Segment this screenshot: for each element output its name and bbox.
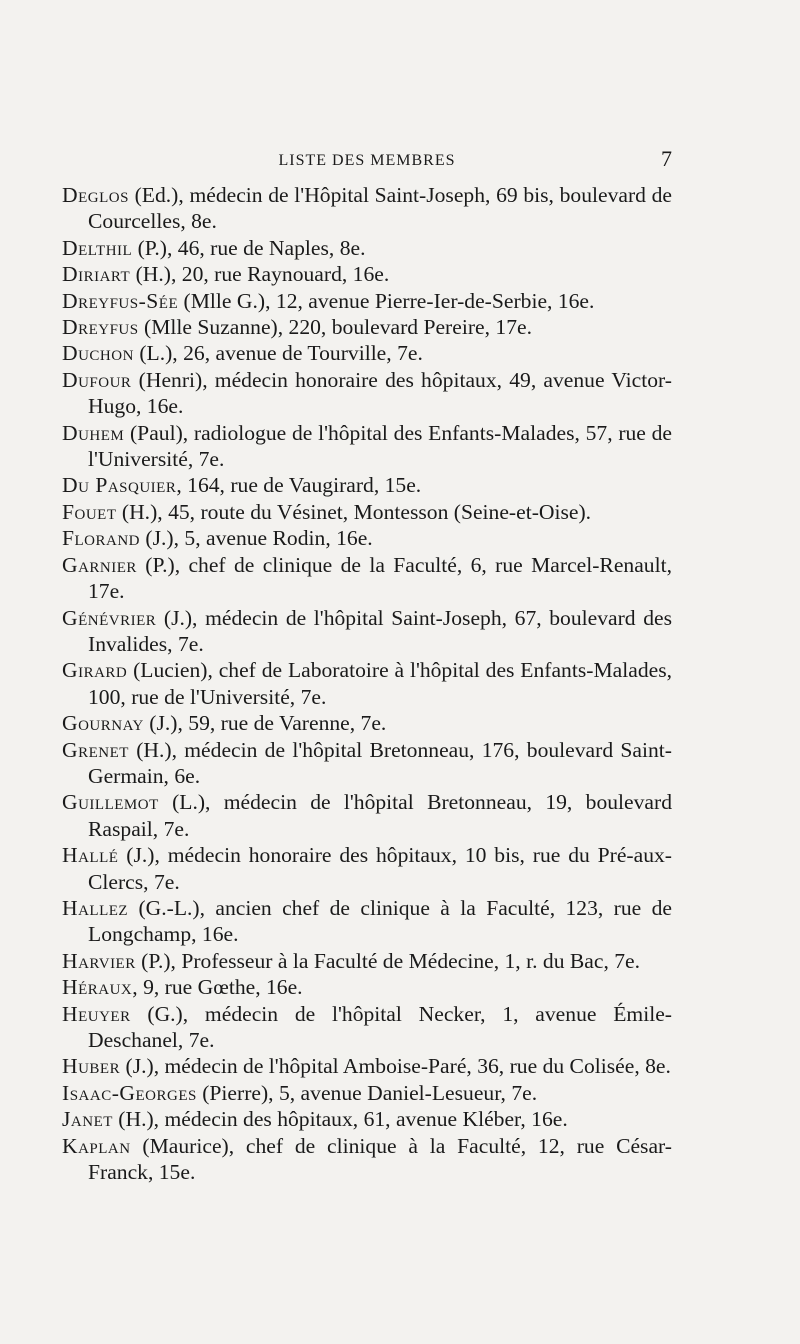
member-name: Hallé	[62, 843, 119, 868]
member-name: Heuyer	[62, 1001, 131, 1026]
member-entry	[62, 340, 672, 366]
member-name: Grenet	[62, 737, 129, 762]
member-details: (H.), médecin de l'hôpital Bretonneau, 176, boulevard Saint-Germain, 6e.	[88, 737, 672, 788]
member-details: (Paul), radiologue de l'hôpital des Enfants-Malades, 57, rue de l'Université, 7e.	[88, 420, 672, 472]
member-name: Guillemot	[62, 790, 159, 815]
member-details: (P.), 46, rue de Naples, 8e.	[132, 235, 366, 260]
member-name: Dreyfus	[62, 315, 139, 340]
member-details: (J.), médecin de l'hôpital Amboise-Paré, 36, rue du Colisée, 8e.	[120, 1054, 671, 1079]
member-entry	[62, 499, 672, 525]
running-title: LISTE DES MEMBRES	[278, 152, 456, 169]
member-name: Duchon	[62, 341, 134, 366]
member-name: Duhem	[62, 420, 125, 445]
member-details: (J.), 59, rue de Varenne, 7e.	[143, 711, 387, 736]
member-details: (L.), médecin de l'hôpital Bretonneau, 19, boulevard Raspail, 7e.	[88, 790, 672, 841]
member-entry	[62, 1053, 672, 1079]
member-details: (H.), 45, route du Vésinet, Montesson (Seine-et-Oise).	[116, 499, 592, 524]
member-details: (G.), médecin de l'hôpital Necker, 1, avenue Émile-Deschanel, 7e.	[88, 1001, 672, 1052]
member-name: Deglos	[62, 183, 129, 207]
member-entry	[62, 974, 672, 1000]
member-details: (H.), 20, rue Raynouard, 16e.	[130, 262, 390, 287]
member-details: (G.-L.), ancien chef de clinique à la Faculté, 123, rue de Longchamp, 16e.	[88, 895, 672, 947]
member-name: Fouet	[62, 499, 117, 524]
member-name: Kaplan	[62, 1133, 131, 1158]
member-details: (Henri), médecin honoraire des hôpitaux, 49, avenue Victor-Hugo, 16e.	[88, 367, 672, 419]
member-name: Génévrier	[62, 605, 157, 630]
page-header	[62, 146, 672, 176]
member-details: (Lucien), chef de Laboratoire à l'hôpital des Enfants-Malades, 100, rue de l'Université, 7e.	[88, 658, 672, 709]
member-details: (Pierre), 5, avenue Daniel-Lesueur, 7e.	[196, 1080, 538, 1105]
member-details: (J.), 5, avenue Rodin, 16e.	[140, 526, 373, 551]
member-details: (Maurice), chef de clinique à la Faculté, 12, rue César-Franck, 15e.	[88, 1133, 672, 1185]
member-entry	[62, 1080, 672, 1106]
member-name: Garnier	[62, 552, 137, 577]
member-entry	[62, 895, 672, 948]
member-entry	[62, 948, 672, 974]
member-name: Harvier	[62, 948, 136, 973]
member-name: Isaac-Georges	[62, 1080, 197, 1105]
member-details: (J.), médecin de l'hôpital Saint-Joseph, 67, boulevard des Invalides, 7e.	[88, 605, 672, 656]
member-entry	[62, 525, 672, 551]
member-entry	[62, 1133, 672, 1186]
member-entry	[62, 737, 672, 790]
member-details: , 9, rue Gœthe, 16e.	[132, 975, 303, 1000]
member-details: (J.), médecin honoraire des hôpitaux, 10 bis, rue du Pré-aux-Clercs, 7e.	[88, 843, 672, 894]
member-details: (Mlle G.), 12, avenue Pierre-Ier-de-Serbie, 16e.	[178, 288, 595, 313]
member-name: Florand	[62, 526, 141, 551]
member-name: Dufour	[62, 367, 132, 392]
member-name: Janet	[62, 1107, 113, 1132]
member-entry	[62, 261, 672, 287]
member-name: Héraux	[62, 975, 133, 1000]
member-entry	[62, 182, 672, 235]
member-entry	[62, 657, 672, 710]
member-name: Huber	[62, 1054, 121, 1079]
member-details: (Ed.), médecin de l'Hôpital Saint-Joseph, 69 bis, boulevard de Courcelles, 8e.	[88, 183, 672, 234]
member-entry	[62, 1001, 672, 1054]
member-entry	[62, 842, 672, 895]
member-entry	[62, 420, 672, 473]
member-name: Diriart	[62, 262, 131, 287]
member-name: Dreyfus-Sée	[62, 288, 179, 313]
member-name: Du Pasquier	[62, 473, 177, 498]
member-name: Hallez	[62, 895, 129, 920]
member-entry	[62, 710, 672, 736]
member-details: (P.), chef de clinique de la Faculté, 6, rue Marcel-Renault, 17e.	[88, 552, 672, 604]
member-entry	[62, 235, 672, 261]
page-number: 7	[661, 146, 672, 171]
member-details: (L.), 26, avenue de Tourville, 7e.	[133, 341, 423, 366]
member-entry	[62, 1106, 672, 1132]
member-list	[62, 182, 672, 1185]
member-entry	[62, 288, 672, 314]
member-name: Delthil	[62, 235, 133, 260]
member-entry	[62, 552, 672, 605]
member-entry	[62, 789, 672, 842]
member-entry	[62, 605, 672, 658]
member-entry	[62, 367, 672, 420]
member-name: Gournay	[62, 711, 144, 736]
member-details: (H.), médecin des hôpitaux, 61, avenue Kléber, 16e.	[112, 1107, 568, 1132]
member-details: , 164, rue de Vaugirard, 15e.	[176, 473, 422, 498]
member-details: (P.), Professeur à la Faculté de Médecine, 1, r. du Bac, 7e.	[135, 948, 641, 973]
member-entry	[62, 472, 672, 498]
member-name: Girard	[62, 658, 128, 683]
member-details: (Mlle Suzanne), 220, boulevard Pereire, 17e.	[138, 315, 532, 340]
member-entry	[62, 314, 672, 340]
